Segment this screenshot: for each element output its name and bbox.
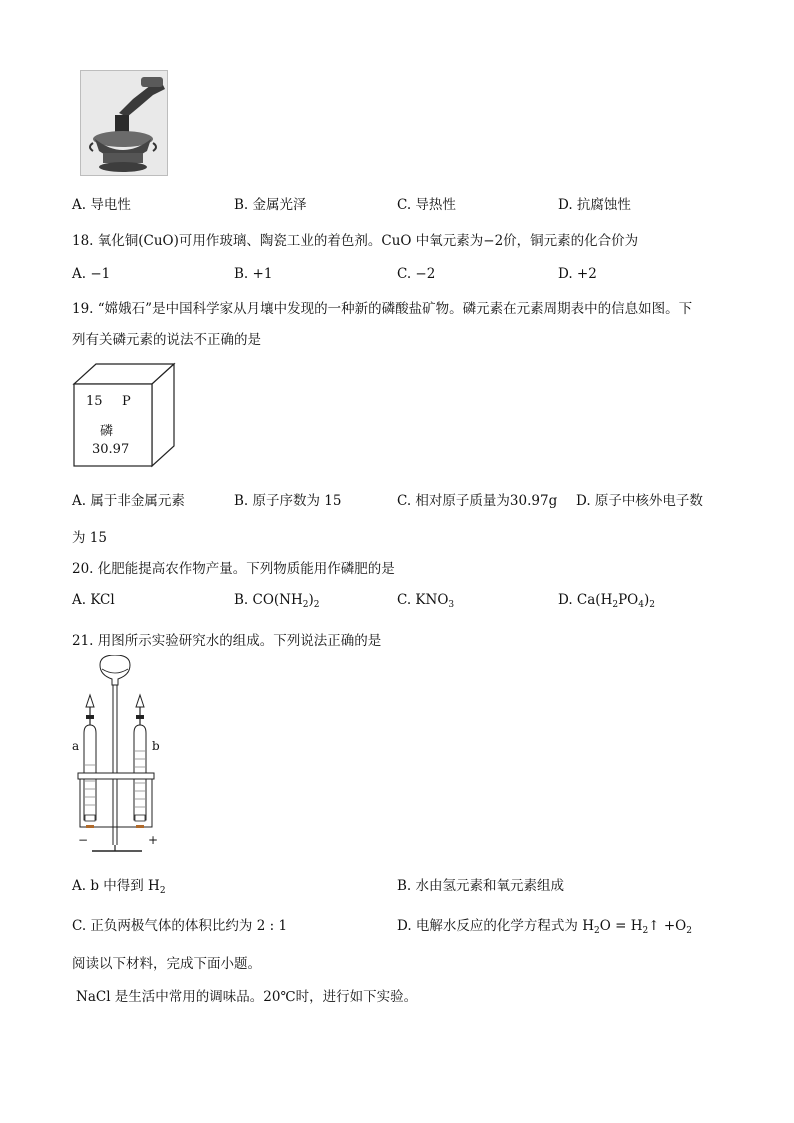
positive-electrode-label: + xyxy=(148,833,159,847)
q18-question: 18. 氧化铜(CuO)可用作玻璃、陶瓷工业的着色剂。CuO 中氧元素为−2价，铜元素的化合价为 xyxy=(72,233,639,249)
reading-instruction: 阅读以下材料，完成下面小题。 xyxy=(72,956,261,972)
q21-option-a-text: A. b 中得到 H xyxy=(72,878,160,894)
q17-photo xyxy=(80,70,168,176)
reading-material: NaCl 是生活中常用的调味品。20℃时，进行如下实验。 xyxy=(76,989,418,1005)
element-name: 磷 xyxy=(100,424,114,439)
q21-option-d-sub3: 2 xyxy=(686,926,692,936)
q21-question: 21. 用图所示实验研究水的组成。下列说法正确的是 xyxy=(72,633,382,649)
q20-option-c-sub: 3 xyxy=(448,600,455,610)
q17-option-c[interactable]: C. 导热性 xyxy=(397,197,456,213)
electrolysis-apparatus xyxy=(72,655,162,860)
q21-option-d-sub2: 2 xyxy=(642,926,649,936)
q21-option-c[interactable]: C. 正负两极气体的体积比约为 2 : 1 xyxy=(72,918,288,934)
q21-option-d[interactable] xyxy=(397,914,692,936)
q19-option-d-continued: 为 15 xyxy=(72,530,107,546)
q20-option-d-text: D. Ca(H xyxy=(558,592,613,608)
q20-question: 20. 化肥能提高农作物产量。下列物质能用作磷肥的是 xyxy=(72,561,395,577)
q20-option-b[interactable] xyxy=(234,592,320,610)
q20-option-d[interactable] xyxy=(558,592,655,610)
q19-option-c[interactable]: C. 相对原子质量为30.97g xyxy=(397,493,558,509)
q19-question-line1: 19. “嫦娥石”是中国科学家从月壤中发现的一种新的磷酸盐矿物。磷元素在元素周期表中的信息如图。下 xyxy=(72,301,693,317)
q18-options xyxy=(0,266,794,288)
hammering-photo-illustration xyxy=(81,71,167,175)
q20-option-c[interactable] xyxy=(397,592,454,610)
q20-option-d-sub2: 4 xyxy=(638,600,644,610)
q21-options-row2 xyxy=(0,914,794,936)
q21-option-d-prefix: D. 电解水反应的化学方程式为 H xyxy=(397,918,594,934)
q20-option-b-text: B. CO(NH xyxy=(234,592,303,608)
q21-option-d-mid: O = H xyxy=(599,918,643,934)
q21-option-d-mid2: ↑ +O xyxy=(648,918,687,934)
q18-option-b[interactable]: B. +1 xyxy=(234,266,273,282)
q20-option-d-mid: PO xyxy=(618,592,639,608)
q18-option-a[interactable]: A. −1 xyxy=(72,266,111,282)
q19-question-line2: 列有关磷元素的说法不正确的是 xyxy=(72,332,261,348)
electrolysis-diagram xyxy=(72,655,162,860)
q18-option-d[interactable]: D. +2 xyxy=(558,266,597,282)
q20-option-d-sub3: 2 xyxy=(649,600,655,610)
q20-option-b-close: ) xyxy=(308,592,314,608)
element-symbol: P xyxy=(122,394,131,409)
element-atomic-number: 15 xyxy=(86,394,103,409)
q17-option-d[interactable]: D. 抗腐蚀性 xyxy=(558,197,631,213)
q17-option-b[interactable]: B. 金属光泽 xyxy=(234,197,307,213)
tube-label-a: a xyxy=(72,739,80,753)
negative-electrode-label: − xyxy=(78,833,89,847)
periodic-element-card xyxy=(72,362,176,468)
q17-options xyxy=(0,193,794,215)
tube-label-b: b xyxy=(152,739,160,753)
q20-option-c-text: C. KNO xyxy=(397,592,449,608)
q21-option-b[interactable]: B. 水由氢元素和氧元素组成 xyxy=(397,878,565,894)
q20-option-d-close: ) xyxy=(643,592,650,608)
q21-option-a[interactable] xyxy=(72,874,166,896)
q20-option-d-sub: 2 xyxy=(612,600,619,610)
q19-option-b[interactable]: B. 原子序数为 15 xyxy=(234,493,342,509)
q20-option-b-sub: 2 xyxy=(302,600,309,610)
q21-options-row1 xyxy=(0,874,794,896)
q19-option-a[interactable]: A. 属于非金属元素 xyxy=(72,493,185,509)
q20-option-b-sub2: 2 xyxy=(313,600,320,610)
q20-options xyxy=(0,592,794,614)
q18-option-c[interactable]: C. −2 xyxy=(397,266,436,282)
q20-option-a[interactable]: A. KCl xyxy=(72,592,115,608)
q19-option-d[interactable]: D. 原子中核外电子数 xyxy=(576,493,703,509)
q21-option-d-sub1: 2 xyxy=(594,926,600,936)
q21-option-a-sub: 2 xyxy=(159,886,166,896)
q17-option-a[interactable]: A. 导电性 xyxy=(72,197,131,213)
element-mass: 30.97 xyxy=(92,442,130,457)
q19-options xyxy=(0,489,794,511)
